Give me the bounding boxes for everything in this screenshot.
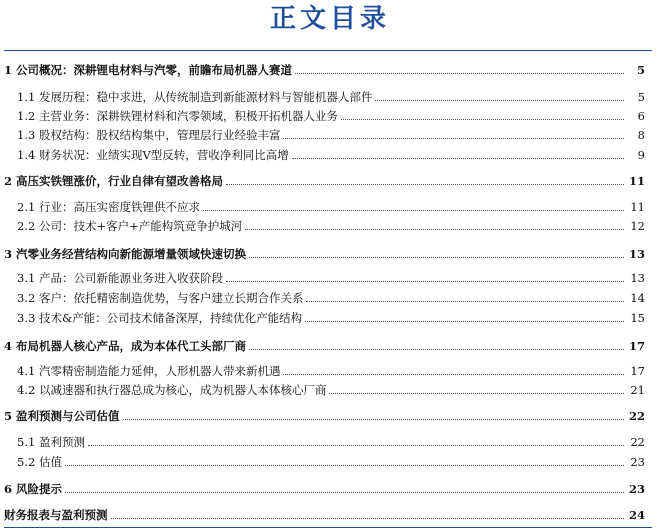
toc-entry-label: 财务报表与盈利预测 [4, 508, 108, 522]
toc-entry-label: 1.1 发展历程：稳中求进，从传统制造到新能源材料与智能机器人部件 [17, 90, 373, 104]
toc-dot-leader [375, 100, 624, 101]
toc-page-number: 21 [630, 383, 645, 397]
toc-entry-label: 2.2 公司：技术+客户+产能构筑竞争护城河 [17, 219, 243, 233]
toc-entry-label: 4.2 以减速器和执行器总成为核心，成为机器人本体核心厂商 [17, 383, 327, 397]
toc-page-number: 6 [637, 109, 645, 123]
toc-page-number: 15 [630, 311, 645, 325]
toc-dot-leader [226, 281, 624, 282]
toc-dot-leader [292, 158, 624, 159]
toc-section-entry[interactable] [0, 58, 645, 78]
toc-section-entry[interactable] [0, 169, 645, 189]
toc-entry-label: 5.2 估值 [17, 455, 62, 469]
toc-page-number: 5 [636, 63, 645, 77]
toc-entry-label: 2.1 行业：高压实密度铁锂供不应求 [17, 200, 200, 214]
toc-entry-label: 1.3 股权结构：股权结构集中，管理层行业经验丰富 [17, 128, 281, 142]
toc-page-number: 13 [630, 271, 645, 285]
toc-subsection-entry[interactable] [0, 85, 645, 105]
toc-entry-label: 1.2 主营业务：深耕铁锂材料和汽零领域，积极开拓机器人业务 [17, 109, 338, 123]
toc-entry-label: 5.1 盈利预测 [17, 435, 85, 449]
toc-subsection-entry[interactable] [0, 286, 645, 306]
toc-dot-leader [283, 374, 624, 375]
toc-entry-label: 5 盈利预测与公司估值 [4, 409, 120, 423]
toc-entry-label: 3 汽零业务经营结构向新能源增量领域快速切换 [4, 247, 247, 261]
bottom-divider [4, 527, 652, 528]
toc-entry-label: 3.2 客户：依托精密制造优势，与客户建立长期合作关系 [17, 291, 304, 305]
toc-page-number: 23 [628, 482, 645, 496]
toc-page-number: 11 [628, 174, 645, 188]
toc-page-number: 22 [630, 435, 645, 449]
toc-entry-label: 4.1 汽零精密制造能力延伸，人形机器人带来新机遇 [17, 364, 281, 378]
toc-dot-leader [123, 419, 624, 420]
toc-dot-leader [249, 257, 624, 258]
toc-dot-leader [111, 518, 625, 519]
toc-subsection-entry[interactable] [0, 104, 645, 124]
toc-entry-label: 4 布局机器人核心产品，成为本体代工头部厂商 [4, 339, 247, 353]
toc-dot-leader [329, 393, 624, 394]
toc-page-number: 14 [630, 291, 645, 305]
toc-subsection-entry[interactable] [0, 266, 645, 286]
toc-page-number: 9 [637, 148, 645, 162]
toc-dot-leader [88, 445, 624, 446]
toc-subsection-entry[interactable] [0, 430, 645, 450]
toc-dot-leader [283, 138, 624, 139]
toc-subsection-entry[interactable] [0, 306, 645, 326]
toc-page-number: 17 [630, 364, 645, 378]
toc-dot-leader [305, 321, 624, 322]
toc-entry-label: 3.1 产品：公司新能源业务进入收获阶段 [17, 271, 223, 285]
toc-section-entry[interactable] [0, 503, 645, 523]
toc-section-entry[interactable] [0, 334, 645, 354]
toc-page-number: 17 [628, 339, 645, 353]
toc-dot-leader [226, 184, 624, 185]
toc-page-number: 11 [630, 200, 645, 214]
toc-dot-leader [341, 119, 624, 120]
toc-dot-leader [65, 465, 624, 466]
toc-page-number: 8 [637, 128, 645, 142]
title-divider [4, 50, 652, 51]
toc-subsection-entry[interactable] [0, 195, 645, 215]
toc-page-number: 22 [628, 409, 645, 423]
toc-page-number: 23 [630, 455, 645, 469]
page-title: 正文目录 [269, 4, 390, 34]
toc-section-entry[interactable] [0, 477, 645, 497]
toc-subsection-entry[interactable] [0, 143, 645, 163]
toc-dot-leader [306, 301, 624, 302]
toc-dot-leader [245, 229, 624, 230]
toc-page-number: 13 [628, 247, 645, 261]
toc-dot-leader [249, 349, 624, 350]
toc-entry-label: 3.3 技术&产能：公司技术储备深厚，持续优化产能结构 [17, 311, 303, 325]
toc-subsection-entry[interactable] [0, 214, 645, 234]
toc-dot-leader [203, 210, 624, 211]
toc-subsection-entry[interactable] [0, 450, 645, 470]
toc-section-entry[interactable] [0, 404, 645, 424]
toc-entry-label: 2 高压实铁锂涨价，行业自律有望改善格局 [4, 174, 224, 188]
toc-page-number: 12 [630, 219, 645, 233]
toc-section-entry[interactable] [0, 242, 645, 262]
toc-entry-label: 1.4 财务状况：业绩实现V型反转，营收净利同比高增 [17, 148, 289, 162]
toc-dot-leader [295, 73, 624, 74]
toc-entry-label: 6 风险提示 [4, 482, 63, 496]
toc-entry-label: 1 公司概况：深耕锂电材料与汽零，前瞻布局机器人赛道 [4, 63, 293, 77]
toc-subsection-entry[interactable] [0, 123, 645, 143]
toc-subsection-entry[interactable] [0, 359, 645, 379]
toc-dot-leader [65, 492, 624, 493]
toc-page-number: 5 [637, 90, 645, 104]
toc-subsection-entry[interactable] [0, 378, 645, 398]
toc-page-number: 24 [628, 508, 645, 522]
